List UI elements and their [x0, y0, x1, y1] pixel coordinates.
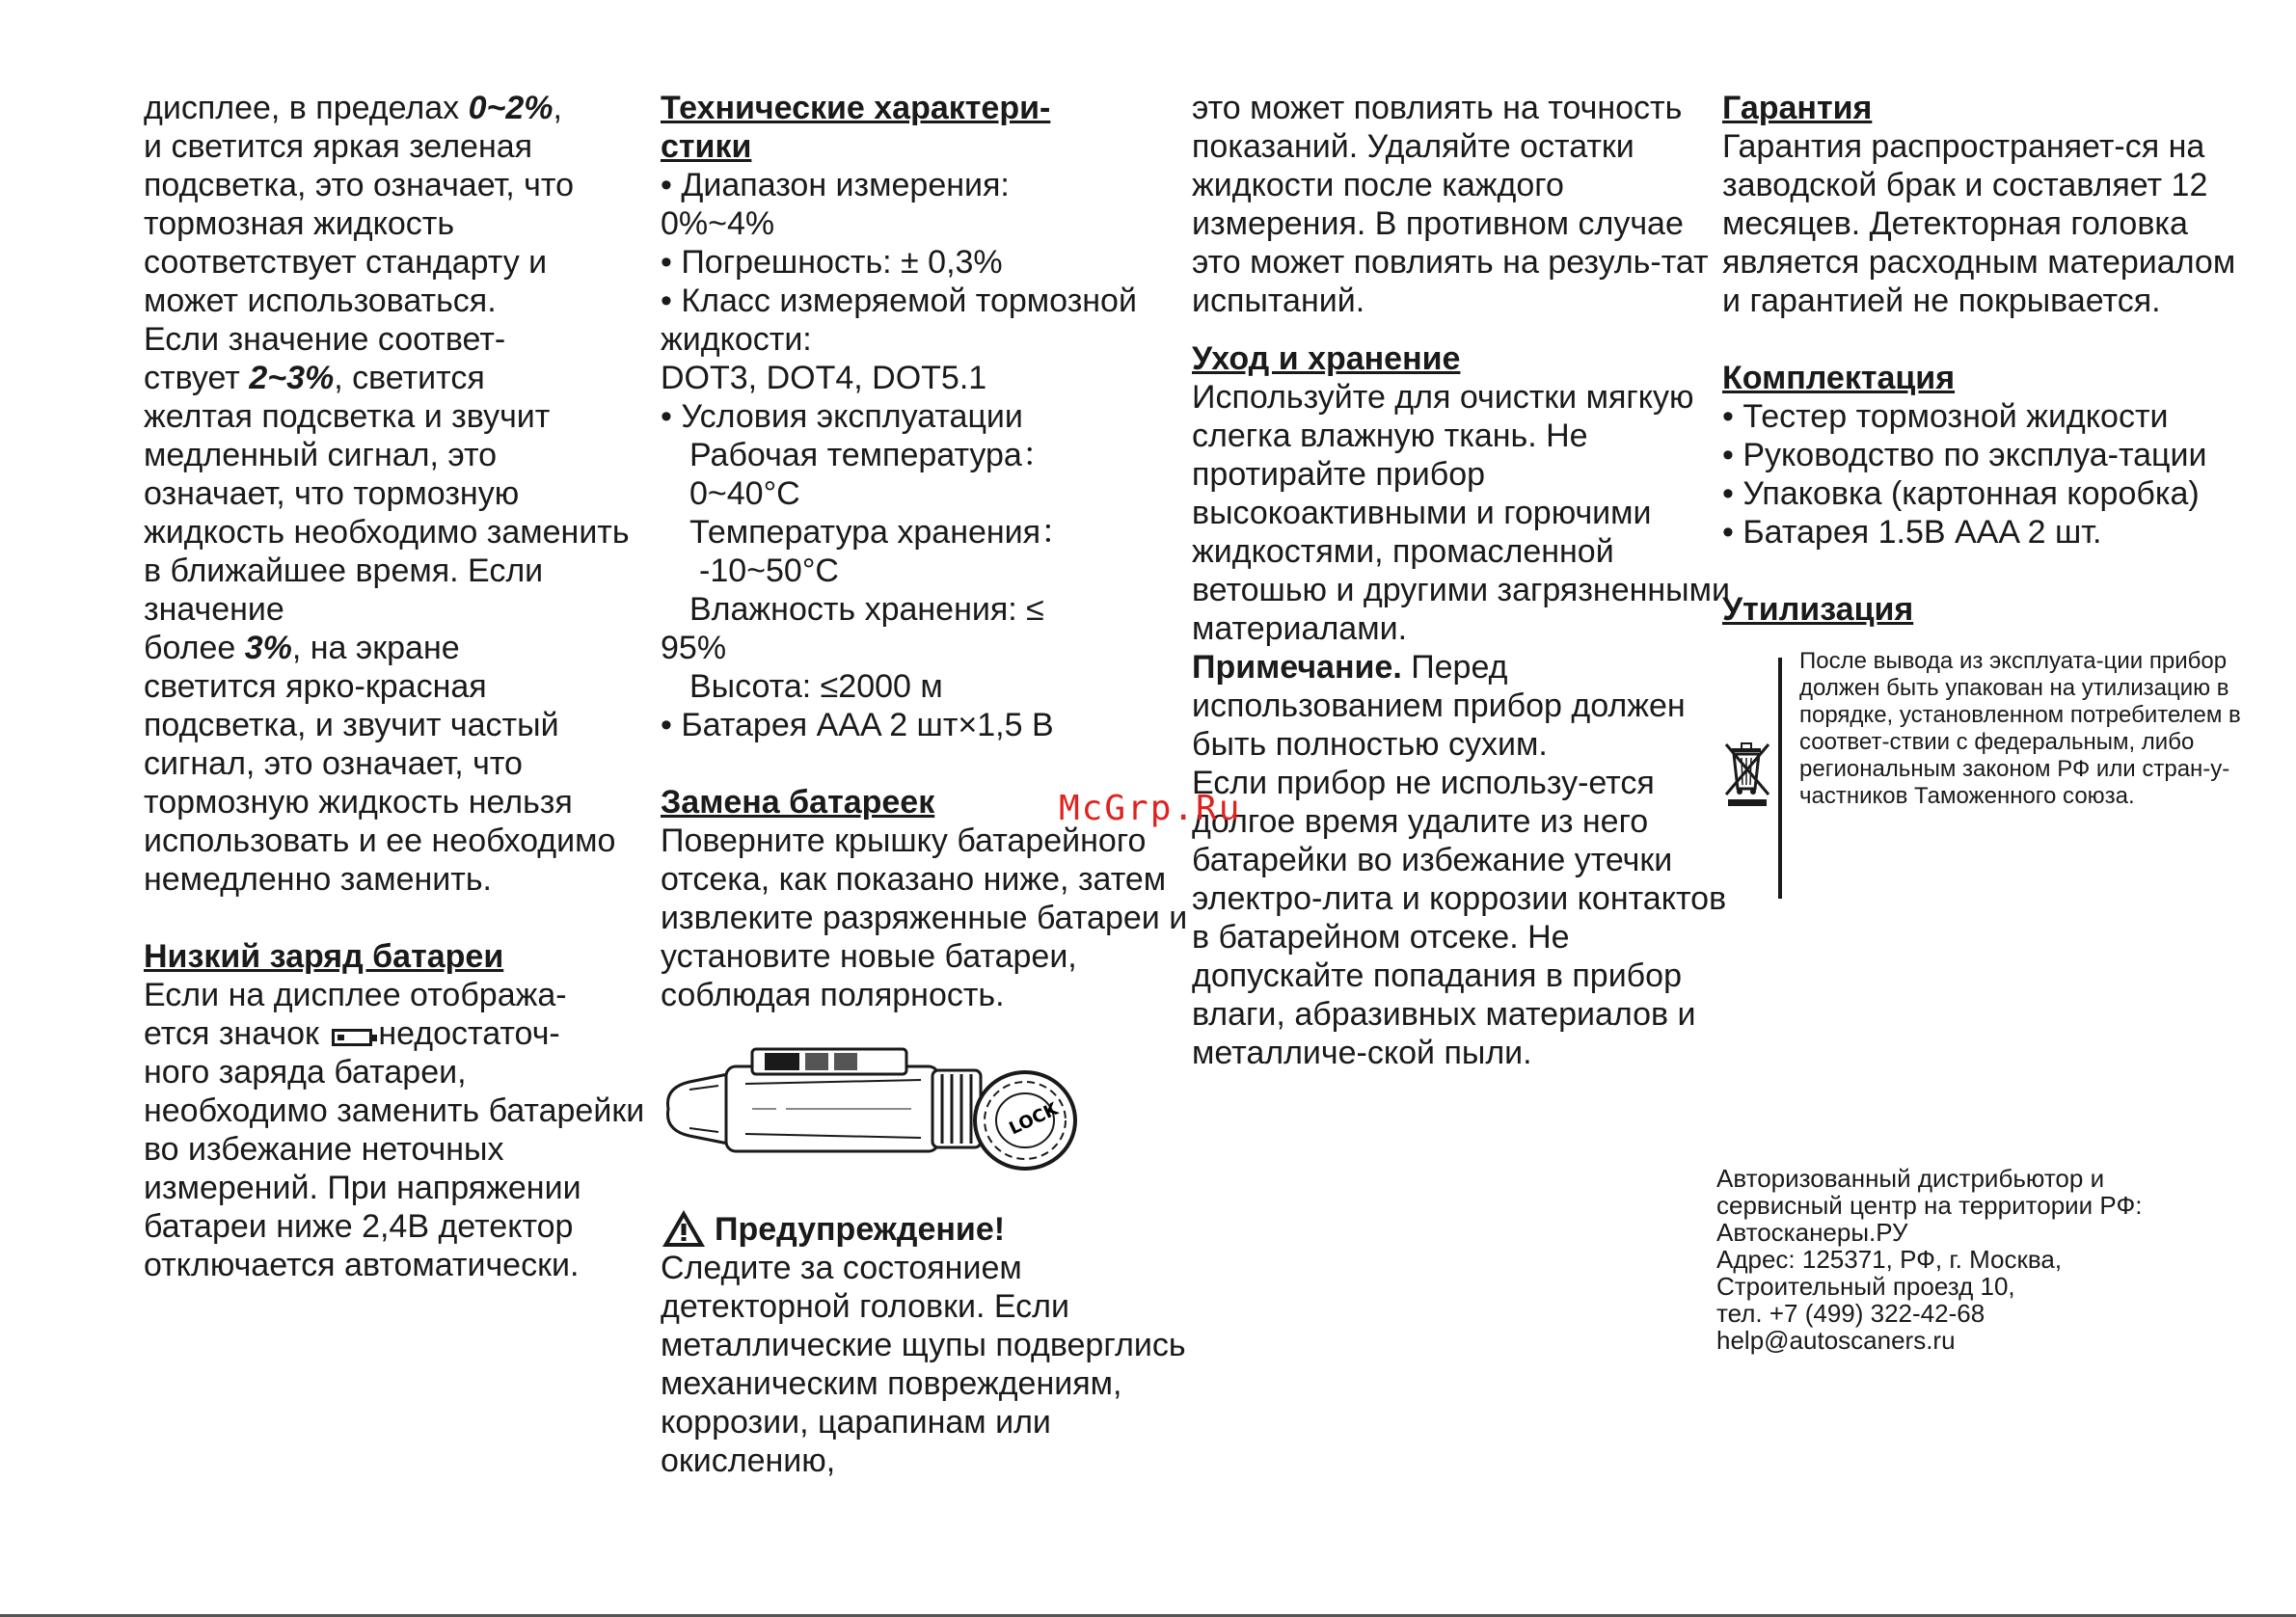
line-yellow-start: Если значение соответ- [144, 321, 506, 358]
tester-device-image [661, 1041, 1201, 1185]
warning-title: Предупреждение! [715, 1211, 1006, 1248]
column-2 [661, 89, 1201, 1480]
paragraph-intro: дисплее, в пределах 0~2%, [144, 90, 562, 126]
spec-store-temp: Температура хранения： [689, 514, 1074, 551]
note-paragraph: Примечание. Перед использованием прибор должен быть полностью сухим. [1192, 649, 1686, 763]
paragraph-red: светится ярко-красная подсветка, и звучит частый сигнал, это означает, что тормозную жидкость нельзя использовать и ее необходимо немедленно заменить. [144, 668, 616, 898]
kit-item-manual: • Руководство по эксплуа-тации [1722, 437, 2207, 473]
spec-accuracy: • Погрешность: ± 0,3% [661, 244, 1003, 281]
kit-item-package: • Упаковка (картонная коробка) [1722, 475, 2200, 512]
range-green: 0~2% [468, 90, 554, 126]
watermark: McGrp.Ru [1059, 789, 1242, 828]
heading-kit: Комплектация [1722, 360, 1956, 396]
kit-item-battery: • Батарея 1.5В AAA 2 шт. [1722, 514, 2102, 551]
disposal-divider [1778, 658, 1782, 899]
paragraph-green: и светится яркая зеленая подсветка, это означает, что тормозная жидкость соответствует стандарту и может использоваться. [144, 128, 574, 319]
spec-battery: • Батарея AAA 2 шт×1,5 В [661, 707, 1054, 743]
column-3 [1192, 89, 1732, 1072]
heading-battery-replace: Замена батареек [661, 784, 935, 821]
spec-op-temp-value: 0~40°C [689, 475, 800, 512]
warning-icon [661, 1208, 707, 1249]
storage-text: Если прибор не использу-ется долгое время удалите из него батарейки во избежание утечки электро-лита и коррозии контактов в батарейном отсеке. Не допускайте попадания в прибор влаги, абразивных материалов и металличе-ской пыли. [1192, 765, 1727, 1071]
warranty-text: Гарантия распространяет-ся на заводской брак и составляет 12 месяцев. Детекторная головка является расходным материалом и гарантией не покрывается. [1722, 128, 2236, 319]
distributor-email[interactable]: help@autoscaners.ru [1716, 1326, 1956, 1355]
distributor-phone[interactable]: тел. +7 (499) 322-42-68 [1716, 1299, 1985, 1328]
tester-device-icon [661, 1041, 1094, 1176]
line-red: более 3%, на экране [144, 630, 460, 666]
recycle-bin-crossed-icon [1722, 741, 1772, 808]
spec-conditions: • Условия эксплуатации [661, 398, 1023, 435]
spec-altitude: Высота: ≤2000 м [689, 668, 943, 705]
line-yellow: ствует 2~3%, светится [144, 360, 485, 396]
heading-disposal: Утилизация [1722, 591, 1914, 628]
distributor-line-1: Авторизованный дистрибьютор и [1716, 1164, 2105, 1193]
spec-range: • Диапазон измерения: [661, 167, 1010, 203]
warning-header [661, 1208, 1201, 1249]
disposal-text: После вывода из эксплуата-ции прибор должен быть упакован на утилизацию в порядке, установленном потребителем в соответ-ствии с федеральным, либо региональным законом РФ или стран-у-частников Таможенного союза. [1799, 648, 2241, 809]
heading-low-battery: Низкий заряд батареи [144, 938, 504, 975]
low-battery-line2: ется значок недостаточ- [144, 1015, 560, 1052]
battery-replace-text: Поверните крышку батарейного отсека, как показано ниже, затем извлеките разряженные батареи и установите новые батареи, соблюдая полярность. [661, 822, 1188, 1013]
disposal-block [1722, 648, 2262, 918]
spec-humidity: Влажность хранения: ≤ [689, 591, 1044, 628]
spec-store-temp-value: -10~50°C [699, 552, 839, 589]
heading-care: Уход и хранение [1192, 340, 1461, 377]
care-text: Используйте для очистки мягкую слегка влажную ткань. Не протирайте прибор высокоактивными и горючими жидкостями, промасленной ветошью и другими загрязненными материалами. [1192, 379, 1730, 647]
note-label: Примечание. [1192, 649, 1402, 686]
warning-continued: это может повлиять на точность показаний. Удаляйте остатки жидкости после каждого измерения. В противном случае это может повлиять на резуль-тат испытаний. [1192, 90, 1709, 319]
paragraph-yellow: желтая подсветка и звучит медленный сигнал, это означает, что тормозную жидкость необходимо заменить в ближайшее время. Если значение [144, 398, 630, 628]
column-1 [144, 89, 645, 1284]
kit-item-tester: • Тестер тормозной жидкости [1722, 398, 2169, 435]
spec-class-value: DOT3, DOT4, DOT5.1 [661, 360, 987, 396]
low-battery-text: ного заряда батареи, необходимо заменить батарейки во избежание неточных измерений. При напряжении батареи ниже 2,4В детектор отключается автоматически. [144, 1054, 645, 1283]
warning-text: Следите за состоянием детекторной головки. Если металлические щупы подверглись механическим повреждениям, коррозии, царапинам или окислению, [661, 1250, 1186, 1479]
device-lock-label: LOCK [1006, 1098, 1062, 1140]
column-4 [1722, 89, 2262, 918]
distributor-line-2: сервисный центр на территории РФ: [1716, 1191, 2143, 1220]
distributor-name: Автосканеры.РУ [1716, 1218, 1908, 1247]
spec-humidity-value: 95% [661, 630, 727, 666]
low-battery-icon [332, 1029, 372, 1046]
spec-class: • Класс измеряемой тормозной жидкости: [661, 283, 1137, 358]
spec-range-value: 0%~4% [661, 205, 775, 242]
low-battery-line1: Если на дисплее отобража- [144, 977, 567, 1013]
spec-op-temp: Рабочая температура： [689, 437, 1055, 473]
range-yellow: 2~3% [249, 360, 335, 396]
distributor-address: Адрес: 125371, РФ, г. Москва, [1716, 1245, 2063, 1274]
range-red: 3% [244, 630, 292, 666]
distributor-street: Строительный проезд 10, [1716, 1272, 2015, 1301]
heading-warranty: Гарантия [1722, 90, 1873, 126]
heading-specs: Технические характери- стики [661, 90, 1051, 165]
distributor-info [1716, 1165, 2256, 1354]
